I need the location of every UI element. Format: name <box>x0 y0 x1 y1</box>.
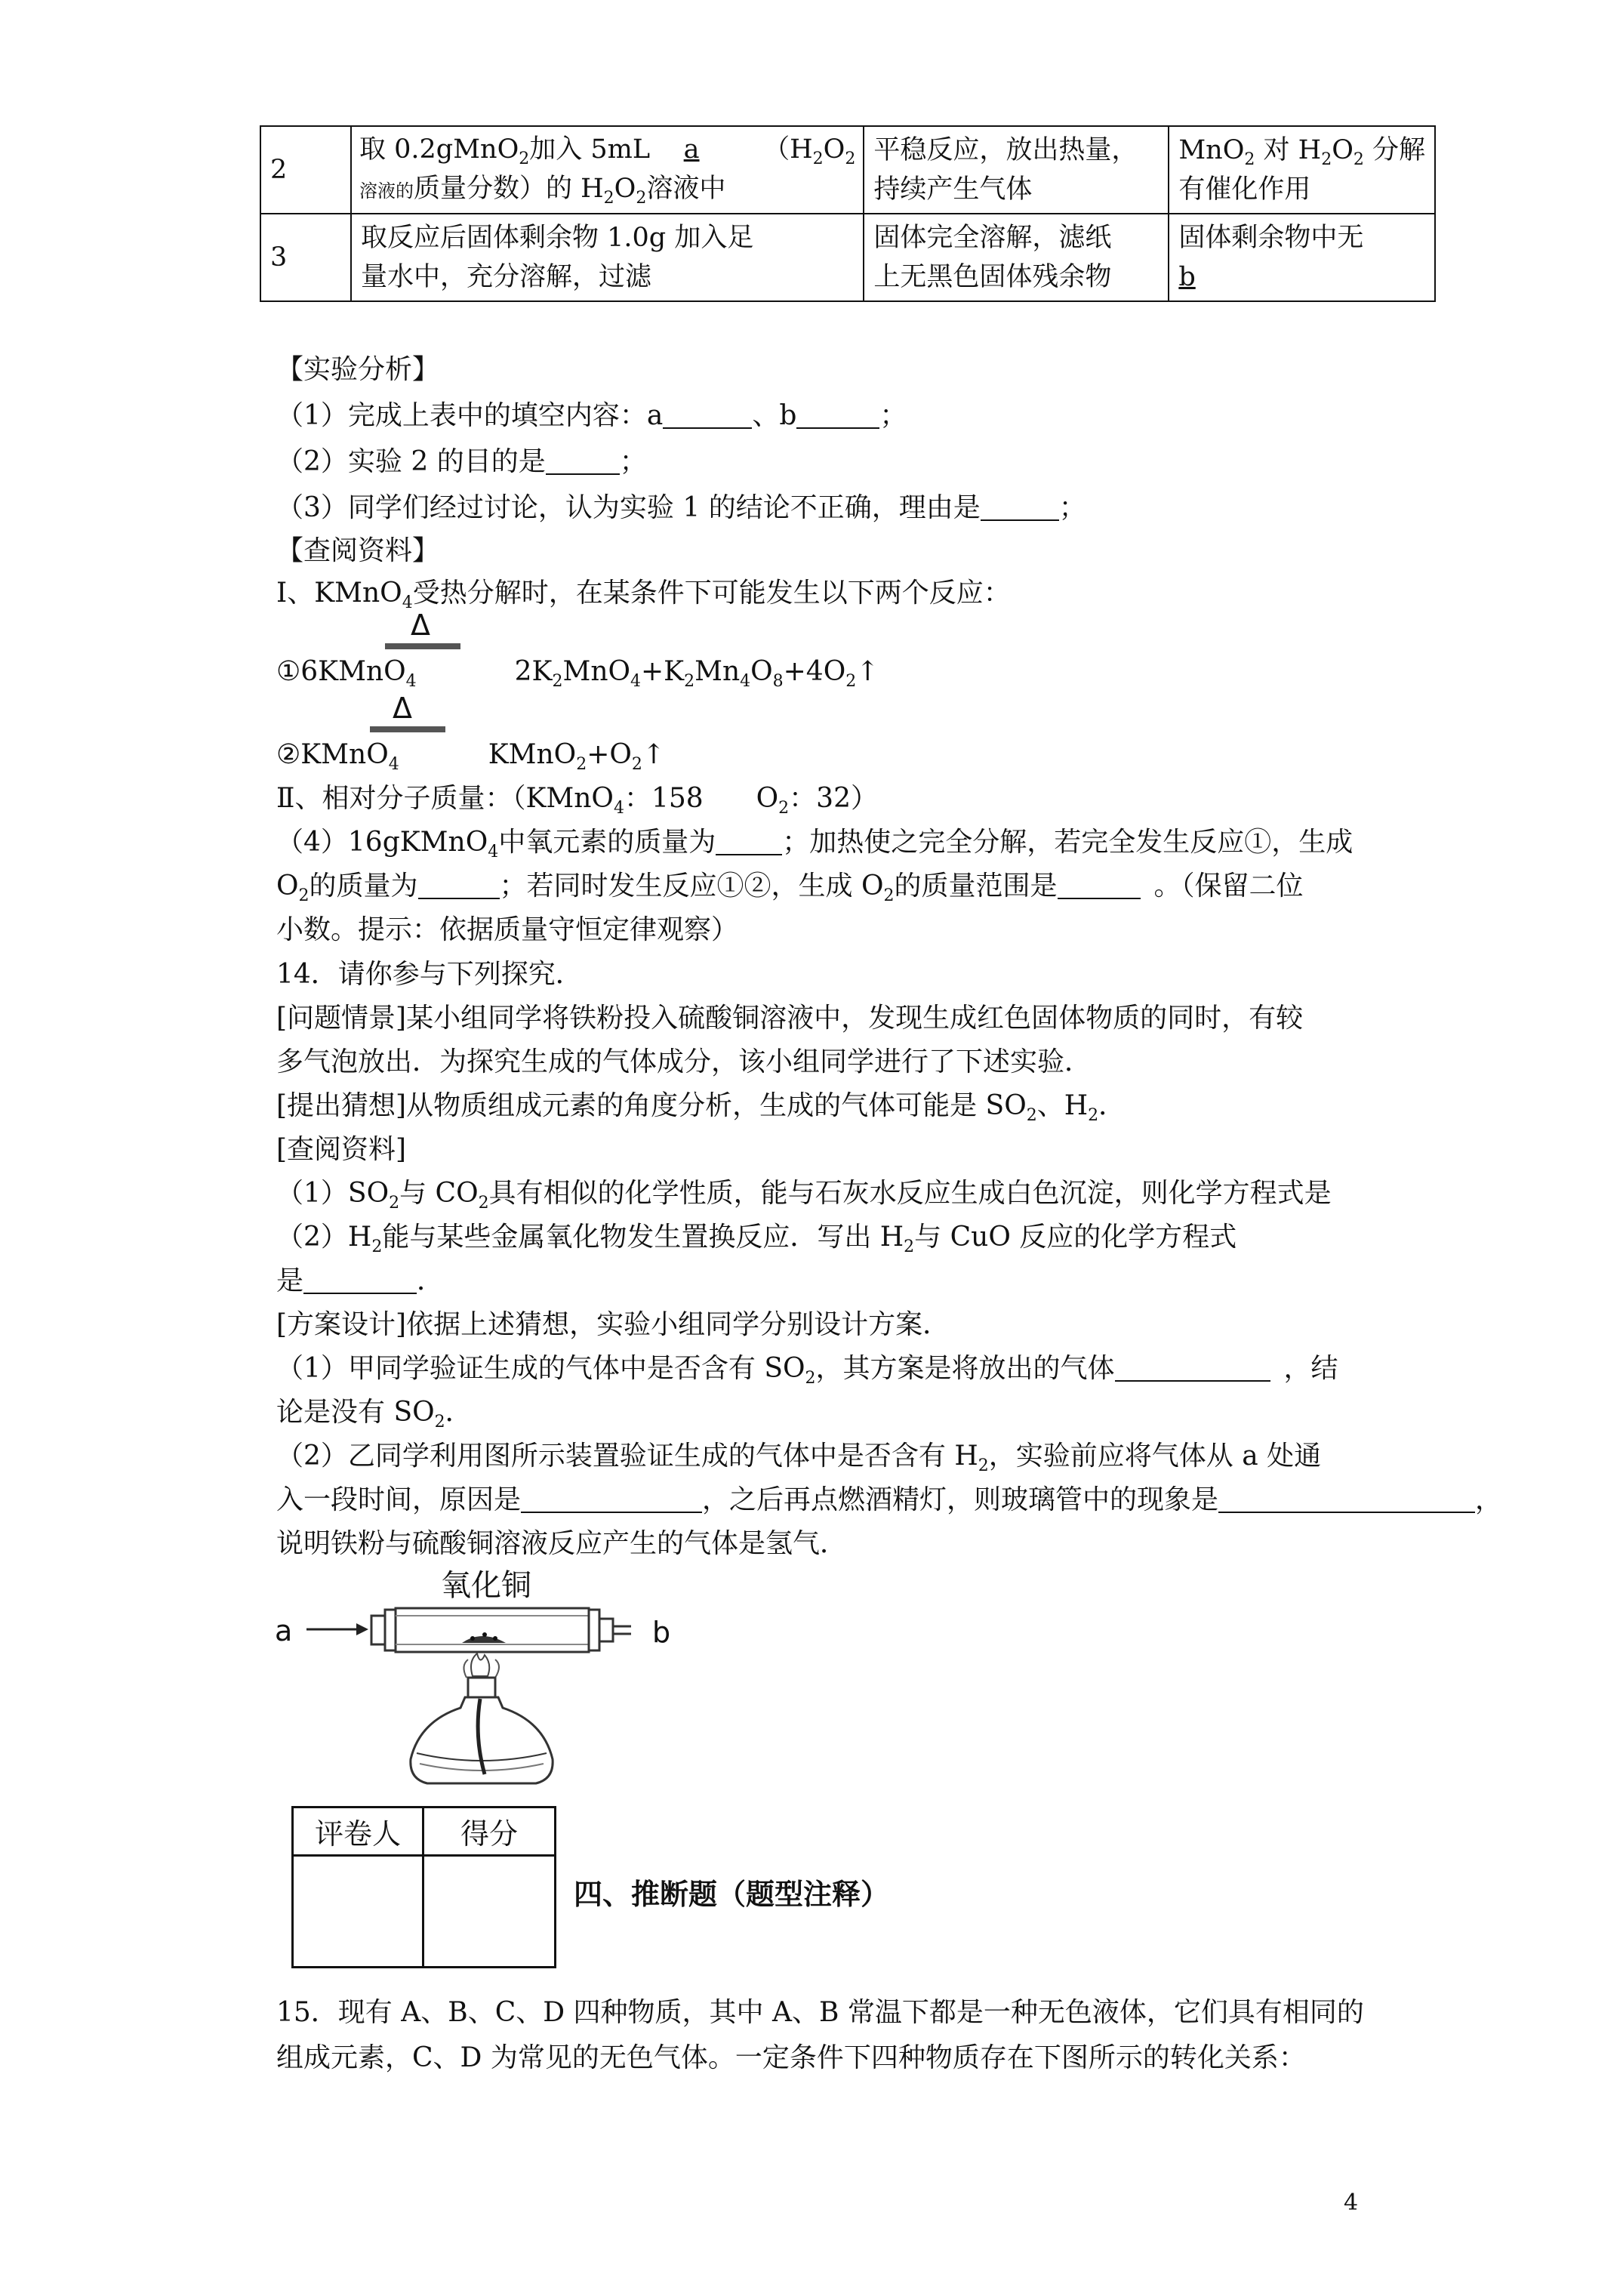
figure-label-copper-oxide: 氧化铜 <box>441 1568 531 1603</box>
q14-line: （1）甲同学验证生成的气体中是否含有 $SO_2$，其方案是将放出的气体 ，结 <box>276 1353 1338 1388</box>
q14-line: 是 ． <box>276 1265 445 1296</box>
analysis-heading: 【实验分析】 <box>276 354 440 385</box>
q14-line: 入一段时间，原因是 ，之后再点燃酒精灯，则玻璃管中的现象是 ， <box>276 1484 1503 1515</box>
conclusion-cell: MnO$_2$ 对 $H_2O_2$ 分解 有催化作用 <box>1169 126 1435 214</box>
phenomenon-cell: 固体完全溶解，滤纸 上无黑色固体残余物 <box>864 214 1169 301</box>
score-cell-score <box>423 1856 556 1968</box>
question-4-line-2: $O_2$的质量为 ；若同时发生反应①②，生成 $O_2$的质量范围是 。（保留二位 <box>276 871 1304 905</box>
reference-heading: 【查阅资料】 <box>276 535 440 566</box>
q14-line: （2）乙同学利用图所示装置验证生成的气体中是否含有 $H_2$，实验前应将气体从 a 处通 <box>276 1441 1322 1475</box>
question-4-line-3: 小数。提示：依据质量守恒定律观察） <box>276 914 739 945</box>
question-1: （1）完成上表中的填空内容：a 、b ； <box>276 400 907 431</box>
table-row <box>260 214 1435 301</box>
question-14-title: 14．请你参与下列探究． <box>276 959 583 990</box>
blank-a: a <box>683 134 700 165</box>
q14-line: 多气泡放出．为探究生成的气体成分，该小组同学进行了下述实验． <box>276 1046 1092 1077</box>
delta-symbol: Δ <box>393 692 412 725</box>
q14-line: 论是没有 $SO_2$． <box>276 1397 473 1432</box>
question-3: （3）同学们经过讨论，认为实验 1 的结论不正确，理由是 ； <box>276 492 1086 523</box>
reference-ii: Ⅱ、相对分子质量：（KMnO$_4$：158 $O_2$：32） <box>276 783 878 818</box>
page-number: 4 <box>1344 2190 1359 2216</box>
reaction-condition-bar <box>385 643 460 649</box>
question-4-line-1: （4）16gKMnO$_4$中氧元素的质量为 ；加热使之完全分解，若完全发生反应①，生成 <box>276 827 1354 861</box>
figure-label-b: b <box>652 1616 671 1649</box>
score-cell-grader <box>293 1856 423 1968</box>
section-4-title: 四、推断题（题型注释） <box>574 1878 890 1911</box>
row-number: 3 <box>260 214 351 301</box>
row-number: 2 <box>260 126 351 214</box>
score-header-score: 得分 <box>423 1808 556 1856</box>
q14-line: [查阅资料] <box>276 1134 407 1165</box>
delta-symbol: Δ <box>411 609 430 642</box>
reference-i: Ⅰ、KMnO$_4$受热分解时，在某条件下可能发生以下两个反应： <box>276 578 1011 612</box>
figure-label-a: a <box>275 1614 293 1647</box>
q14-hypothesis: [提出猜想]从物质组成元素的角度分析，生成的气体可能是 $SO_2$、$H_2$． <box>276 1090 1126 1125</box>
phenomenon-cell: 平稳反应，放出热量， 持续产生气体 <box>864 126 1169 214</box>
q14-line: $(2)H_2$能与某些金属氧化物发生置换反应．写出 $H_2$与 CuO 反应的化学方程式 <box>276 1222 1237 1256</box>
q14-line: [问题情景]某小组同学将铁粉投入硫酸铜溶液中，发现生成红色固体物质的同时，有较 <box>276 1003 1304 1034</box>
experiment-table <box>260 125 1436 302</box>
procedure-cell: 取 0.2gMnO$_2$加入 5mL a （$H_2O_2$ 溶液的质量分数）的 $H_2O_2$溶液中 <box>351 126 864 214</box>
reaction-1: ①6KMnO$_4$ $2K_2MnO_4+K_2Mn_4O_8+4O_2↑$ <box>276 656 879 691</box>
blank-b: b <box>1178 262 1196 292</box>
apparatus-figure <box>287 1593 679 1812</box>
question-15-line-2: 组成元素，C、D 为常见的无色气体。一定条件下四种物质存在下图所示的转化关系： <box>276 2042 1306 2073</box>
score-header-grader: 评卷人 <box>293 1808 423 1856</box>
question-2: （2）实验 2 的目的是 ； <box>276 446 647 477</box>
score-table <box>291 1806 556 1968</box>
q14-line: $(1)SO_2$与 $CO_2$具有相似的化学性质，能与石灰水反应生成白色沉淀，则化学方程式是 <box>276 1178 1332 1213</box>
procedure-cell: 取反应后固体剩余物 1.0g 加入足 量水中，充分溶解，过滤 <box>351 214 864 301</box>
table-row <box>260 126 1435 214</box>
reaction-2: ②KMnO$_4$ $KMnO_2+O_2↑$ <box>276 739 666 774</box>
q14-line: 说明铁粉与硫酸铜溶液反应产生的气体是氢气． <box>276 1528 848 1559</box>
question-15-line-1: 15．现有 A、B、C、D 四种物质，其中 A、B 常温下都是一种无色液体，它们具有相同的 <box>276 1997 1364 2028</box>
conclusion-cell: 固体剩余物中无 b <box>1169 214 1435 301</box>
q14-line: [方案设计]依据上述猜想，实验小组同学分别设计方案． <box>276 1309 950 1340</box>
reaction-condition-bar <box>370 726 445 732</box>
